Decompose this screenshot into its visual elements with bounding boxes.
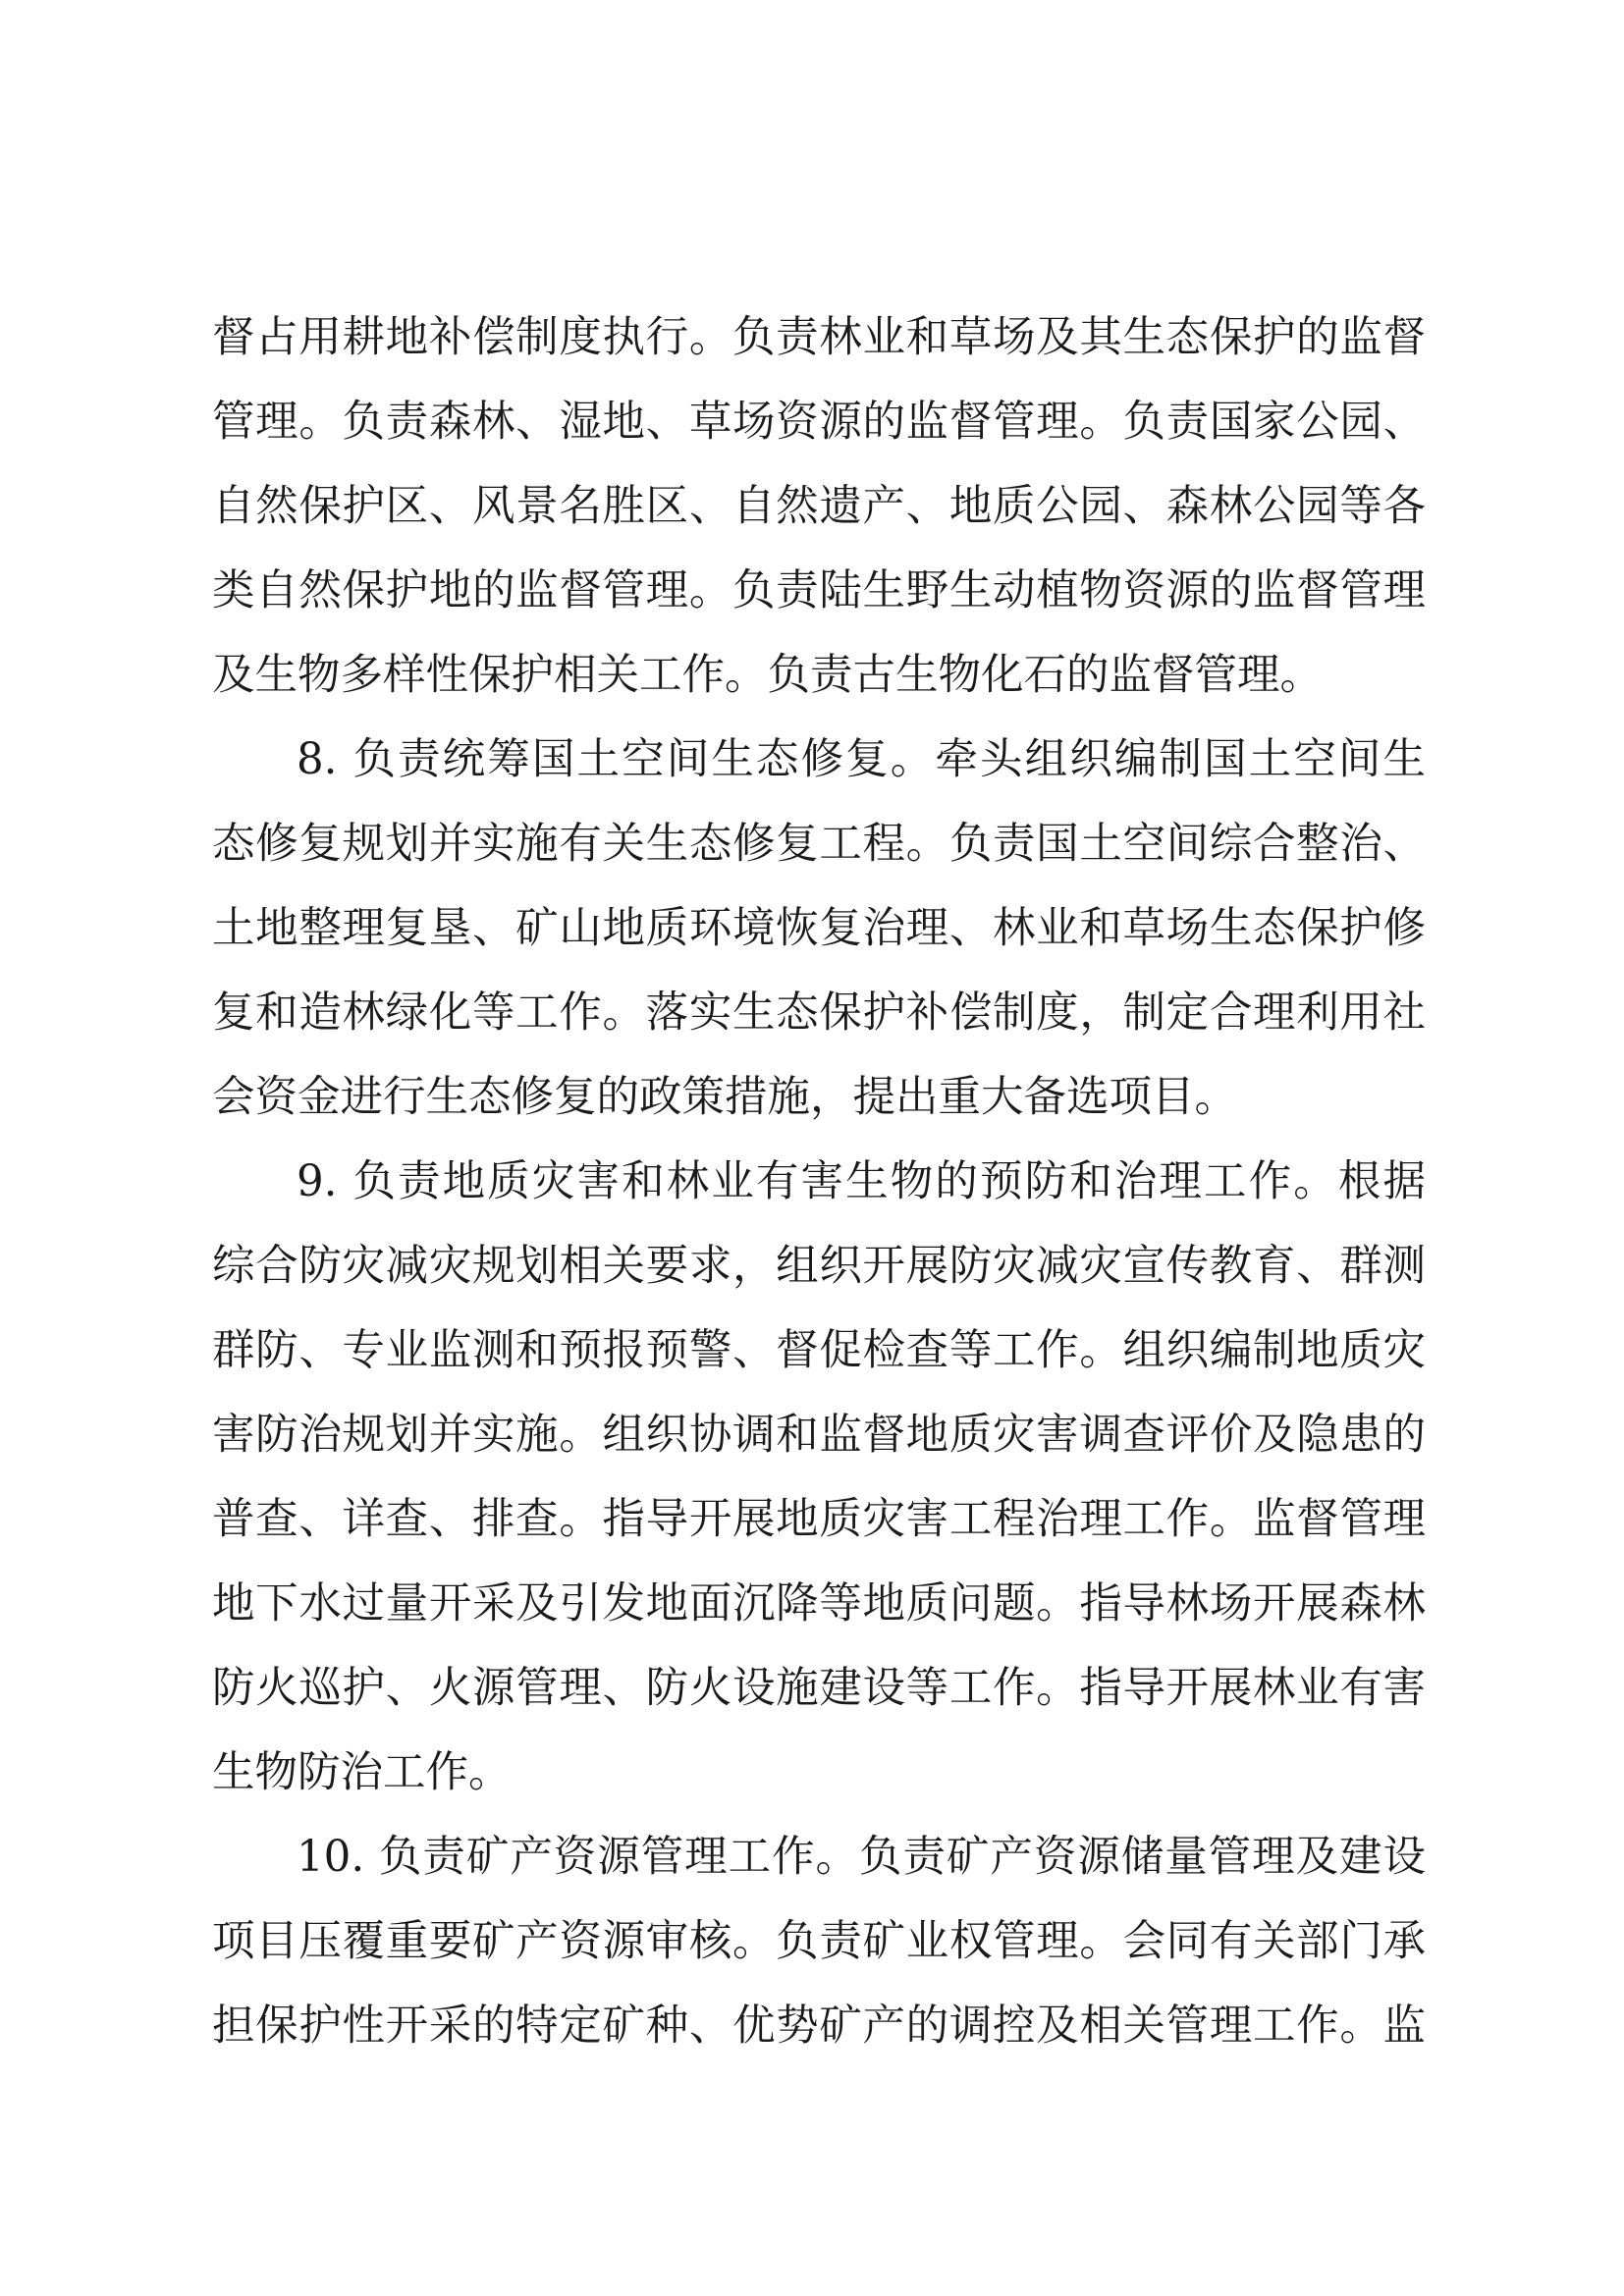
- text-line: 10. 负责矿产资源管理工作。负责矿产资源储量管理及建设: [297, 1833, 1426, 1882]
- paragraph-10: [212, 1815, 1426, 2068]
- text-line: 害防治规划并实施。组织协调和监督地质灾害调查评价及隐患的: [212, 1411, 1426, 1460]
- text-line: 态修复规划并实施有关生态修复工程。负责国土空间综合整治、: [212, 820, 1426, 869]
- text-line: 普查、详查、排查。指导开展地质灾害工程治理工作。监督管理: [212, 1495, 1426, 1544]
- text-line: 及生物多样性保护相关工作。负责古生物化石的监督管理。: [212, 651, 1323, 700]
- text-line: 9. 负责地质灾害和林业有害生物的预防和治理工作。根据: [297, 1157, 1426, 1206]
- text-line: 综合防灾减灾规划相关要求，组织开展防灾减灾宣传教育、群测: [212, 1242, 1426, 1291]
- text-line: 自然保护区、风景名胜区、自然遗产、地质公园、森林公园等各: [212, 482, 1426, 531]
- text-line: 地下水过量开采及引发地面沉降等地质问题。指导林场开展森林: [212, 1579, 1426, 1629]
- text-line: 督占用耕地补偿制度执行。负责林业和草场及其生态保护的监督: [212, 313, 1426, 362]
- text-line: 8. 负责统筹国土空间生态修复。牵头组织编制国土空间生: [297, 735, 1426, 784]
- text-line: 防火巡护、火源管理、防火设施建设等工作。指导开展林业有害: [212, 1664, 1426, 1713]
- paragraph-1: [212, 295, 1426, 718]
- text-line: 复和造林绿化等工作。落实生态保护补偿制度，制定合理利用社: [212, 988, 1426, 1038]
- document-page: [212, 295, 1426, 2068]
- text-line: 担保护性开采的特定矿种、优势矿产的调控及相关管理工作。监: [212, 2002, 1426, 2051]
- text-line: 群防、专业监测和预报预警、督促检查等工作。组织编制地质灾: [212, 1326, 1426, 1375]
- text-line: 生物防治工作。: [212, 1748, 512, 1797]
- text-line: 管理。负责森林、湿地、草场资源的监督管理。负责国家公园、: [212, 398, 1426, 447]
- paragraph-8: [212, 718, 1426, 1140]
- text-line: 项目压覆重要矿产资源审核。负责矿业权管理。会同有关部门承: [212, 1917, 1426, 1966]
- text-line: 会资金进行生态修复的政策措施，提出重大备选项目。: [212, 1073, 1237, 1122]
- text-line: 土地整理复垦、矿山地质环境恢复治理、林业和草场生态保护修: [212, 904, 1426, 953]
- text-line: 类自然保护地的监督管理。负责陆生野生动植物资源的监督管理: [212, 566, 1426, 615]
- paragraph-9: [212, 1140, 1426, 1815]
